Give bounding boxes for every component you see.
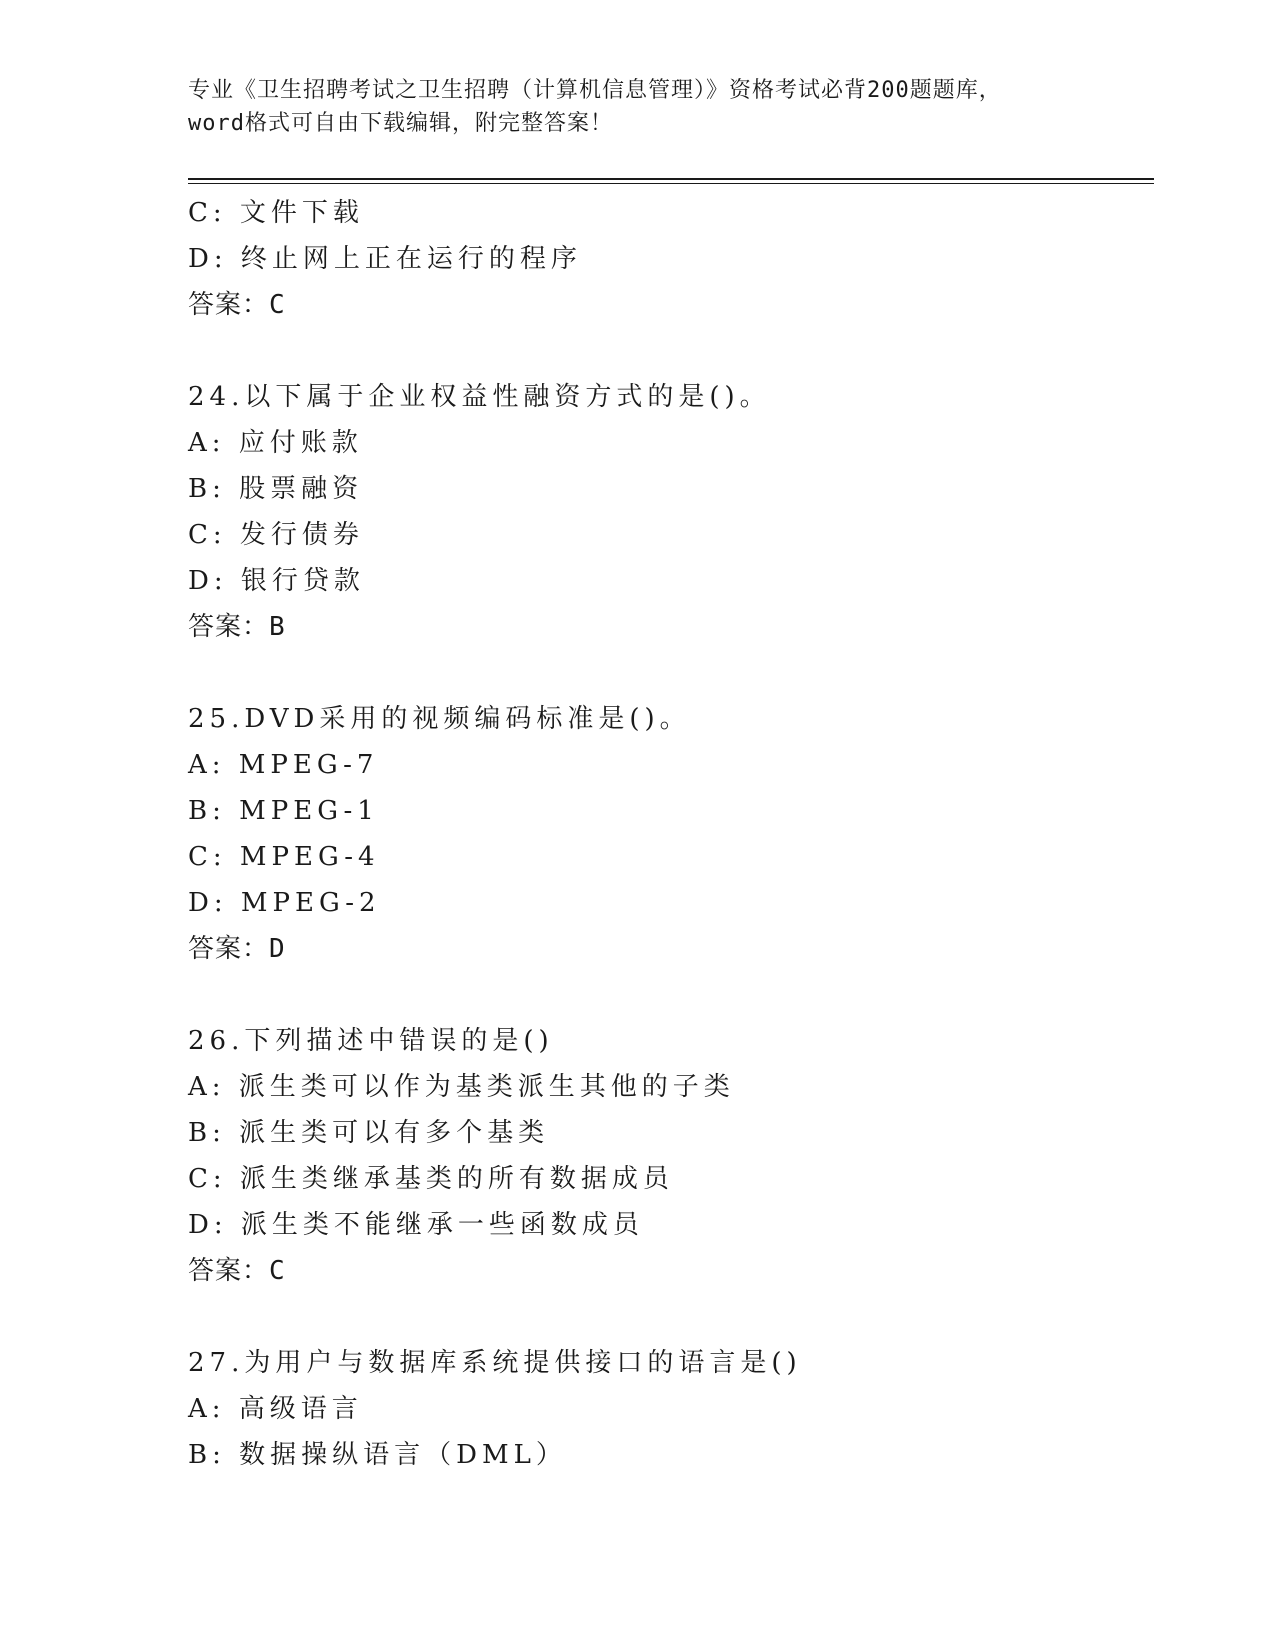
answer: 答案：B: [188, 612, 286, 642]
document-header: [188, 74, 1108, 140]
answer: 答案：C: [188, 1256, 286, 1286]
question-23-continued: [188, 190, 1148, 328]
option-c: C: 发行债券: [188, 520, 364, 550]
question-24: [188, 374, 1148, 650]
question-stem: 26.下列描述中错误的是(): [188, 1026, 554, 1056]
option-a: A: 应付账款: [188, 428, 363, 458]
question-27: [188, 1340, 1148, 1478]
option-d: D: 派生类不能继承一些函数成员: [188, 1210, 644, 1240]
option-c: C: MPEG-4: [188, 842, 380, 872]
option-b: B: 派生类可以有多个基类: [188, 1118, 550, 1148]
option-c: C: 文件下载: [188, 198, 364, 228]
answer: 答案：D: [188, 934, 286, 964]
question-stem: 25.DVD采用的视频编码标准是()。: [188, 704, 691, 734]
option-a: A: 派生类可以作为基类派生其他的子类: [188, 1072, 735, 1102]
option-d: D: 终止网上正在运行的程序: [188, 244, 582, 274]
question-26: [188, 1018, 1148, 1294]
option-a: A: 高级语言: [188, 1394, 363, 1424]
header-title-line-1: 专业《卫生招聘考试之卫生招聘（计算机信息管理）》资格考试必背200题题库，: [188, 78, 1002, 103]
option-d: D: MPEG-2: [188, 888, 381, 918]
question-stem: 27.为用户与数据库系统提供接口的语言是(): [188, 1348, 802, 1378]
answer: 答案：C: [188, 290, 286, 320]
header-divider-thin: [188, 183, 1154, 184]
question-25: [188, 696, 1148, 972]
option-b: B: 股票融资: [188, 474, 364, 504]
header-title-line-2: word格式可自由下载编辑，附完整答案！: [188, 111, 613, 136]
question-list: [188, 190, 1148, 1478]
question-stem: 24.以下属于企业权益性融资方式的是()。: [188, 382, 771, 412]
option-d: D: 银行贷款: [188, 566, 365, 596]
option-a: A: MPEG-7: [188, 750, 379, 780]
header-divider-thick: [188, 178, 1154, 180]
option-b: B: 数据操纵语言（DML）: [188, 1440, 567, 1470]
option-b: B: MPEG-1: [188, 796, 379, 826]
option-c: C: 派生类继承基类的所有数据成员: [188, 1164, 674, 1194]
